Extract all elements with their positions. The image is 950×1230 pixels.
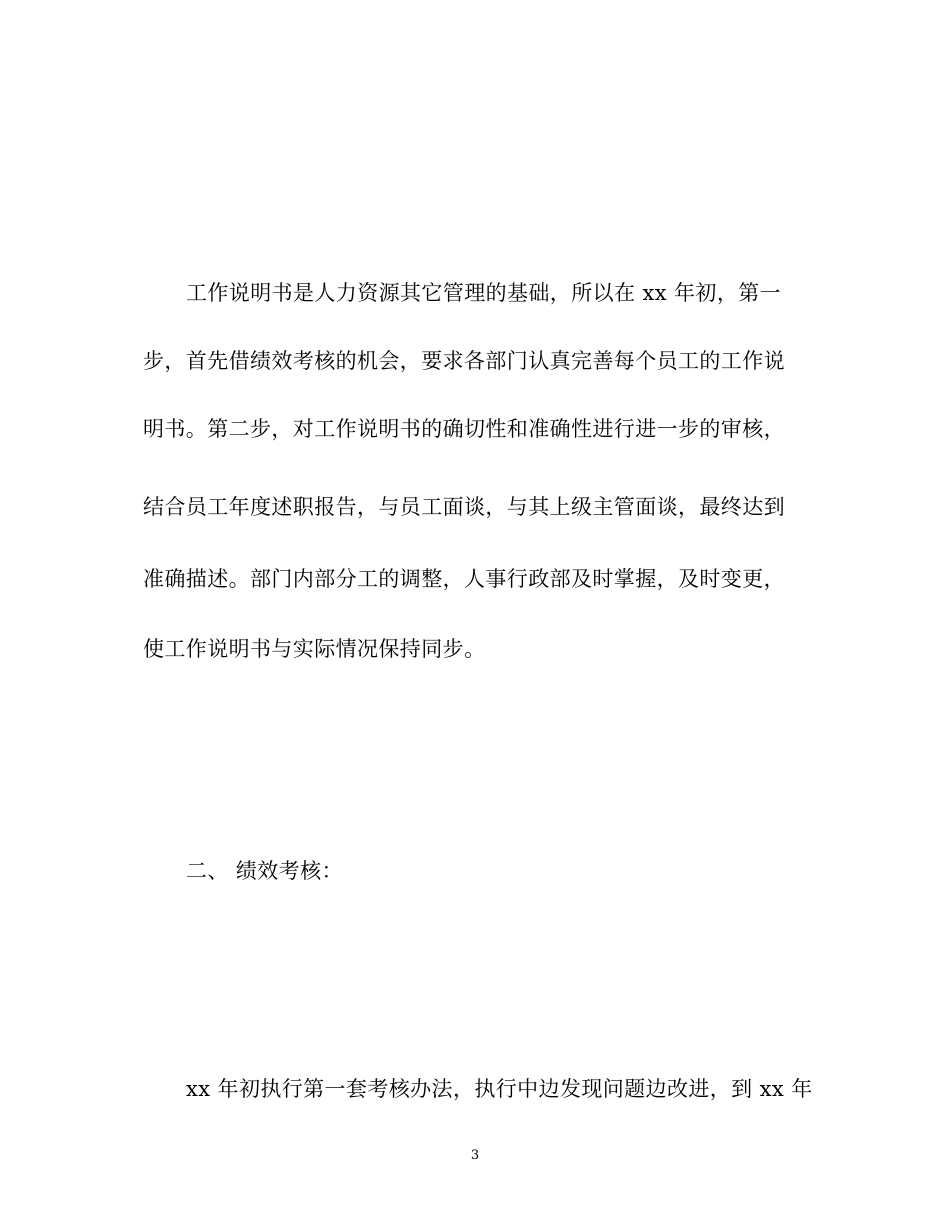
section-heading: 二、 绩效考核：: [186, 859, 343, 883]
paragraph-line: 工作说明书是人力资源其它管理的基础，所以在 xx 年初，第一: [186, 281, 782, 305]
page-number: 3: [470, 1148, 480, 1163]
paragraph-line: 结合员工年度述职报告，与员工面谈，与其上级主管面谈，最终达到: [143, 495, 785, 519]
paragraph-line: 步，首先借绩效考核的机会，要求各部门认真完善每个员工的工作说: [143, 349, 785, 373]
paragraph-line: 准确描述。部门内部分工的调整，人事行政部及时掌握，及时变更，: [143, 567, 785, 591]
paragraph-line: 明书。第二步，对工作说明书的确切性和准确性进行进一步的审核，: [143, 417, 785, 441]
paragraph-line: xx 年初执行第一套考核办法，执行中边发现问题边改进，到 xx 年: [186, 1077, 813, 1101]
paragraph-line: 使工作说明书与实际情况保持同步。: [143, 637, 486, 661]
